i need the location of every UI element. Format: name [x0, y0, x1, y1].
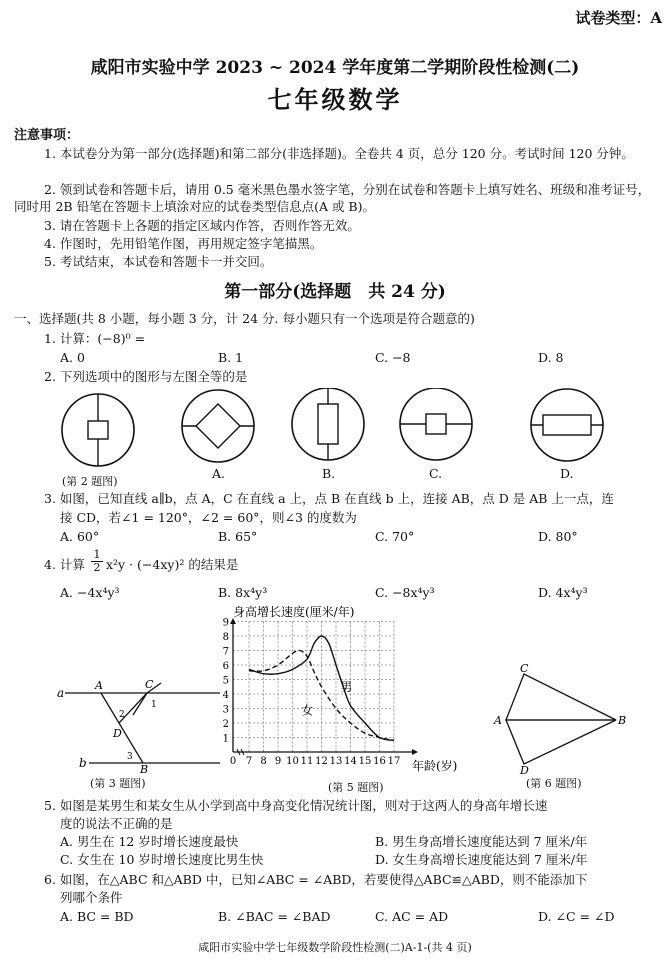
fig3-caption: (第 3 题图) [90, 777, 146, 790]
fig3-label-D: D [113, 727, 122, 740]
q2-label-c: C. [429, 466, 443, 481]
q4-fraction-numerator: 1 [91, 549, 103, 562]
q4-stem-prefix: 4. 计算 [44, 557, 85, 572]
q4-fraction-denominator: 2 [93, 561, 101, 574]
fig3-angle-3: 3 [127, 752, 133, 762]
chart-series-label-girls: 女 [301, 703, 314, 718]
paper-type-label: 试卷类型：A [575, 9, 662, 27]
q4-option-b: B. 8x⁴y³ [218, 585, 268, 600]
chart-series-boys-line [249, 636, 394, 740]
q3-stem-line2: 接 CD，若∠1 = 120°，∠2 = 60°，则∠3 的度数为 [60, 510, 357, 525]
fig6-label-B: B [618, 714, 627, 727]
chart-x-tick-label: 0 [229, 756, 237, 767]
chart-axes [230, 618, 418, 755]
chart-x-tick-label: 11 [300, 756, 314, 767]
fig3-label-C: C [145, 678, 154, 691]
q6-option-c: C. AC = AD [375, 909, 449, 924]
chart-y-tick-label: 2 [222, 719, 229, 730]
chart-title: 身高增长速度(厘米/年) [233, 605, 355, 619]
q3-option-a: A. 60° [60, 529, 100, 544]
chart-x-tick-label: 8 [260, 756, 267, 767]
q2-figure-d [531, 389, 603, 461]
chart-y-tick-label: 5 [222, 675, 229, 687]
chart-x-tick-label: 10 [286, 756, 299, 767]
chart-x-tick-label: 9 [274, 756, 282, 767]
chart-y-tick-label: 9 [222, 617, 229, 629]
chart-x-axis-label: 年龄(岁) [412, 759, 458, 773]
notes-heading: 注意事项： [14, 128, 80, 143]
q2-stem: 2. 下列选项中的图形与左图全等的是 [44, 369, 248, 384]
q5-option-a: A. 男生在 12 岁时增长速度最快 [60, 834, 239, 849]
fig6-label-D: D [520, 764, 529, 776]
fig3-label-B: B [140, 763, 149, 773]
q4-fraction [91, 549, 103, 574]
figure-3 [55, 675, 225, 773]
fig3-angle-2: 2 [119, 710, 125, 720]
chart-x-arrow [412, 749, 418, 755]
chart-y-tick-label: 8 [222, 632, 229, 643]
chart-tick-labels [223, 618, 401, 768]
exam-title: 咸阳市实验中学 2023 ~ 2024 学年度第二学期阶段性检测(二) [90, 58, 580, 78]
q2-figure-caption: (第 2 题图) [62, 475, 118, 488]
figure-6 [490, 664, 640, 776]
fig3-label-A: A [95, 679, 103, 692]
q2-figure-b [292, 388, 364, 460]
q2-original-figure [62, 394, 134, 466]
chart-series-label-boys: 男 [340, 680, 353, 695]
fig5-caption: (第 5 题图) [328, 781, 384, 794]
q3-option-b: B. 65° [218, 529, 258, 544]
chart-grid [233, 622, 394, 753]
note-item: 1. 本试卷分为第一部分(选择题)和第二部分(非选择题)。全卷共 4 页，总分 120 分。考试时间 120 分钟。 [44, 146, 634, 161]
chart-y-tick-label: 4 [222, 690, 229, 701]
q1-option-b: B. 1 [218, 350, 244, 365]
fig6-caption: (第 6 题图) [526, 777, 582, 790]
q5-stem-line2: 度的说法不正确的是 [60, 816, 173, 831]
chart-x-tick-label: 16 [373, 756, 386, 767]
q2-label-d: D. [560, 466, 574, 481]
q4-option-d: D. 4x⁴y³ [538, 585, 588, 600]
q2-label-a: A. [212, 466, 226, 481]
q2-figure-a [182, 390, 254, 462]
q1-option-c: C. −8 [375, 350, 411, 365]
q6-stem-line1: 6. 如图，在△ABC 和△ABD 中，已知∠ABC = ∠ABD，若要使得△ABC≌△ABD，则不能添加下 [44, 872, 588, 887]
part-intro: 一、选择题(共 8 小题，每小题 3 分，计 24 分. 每小题只有一个选项是符合题意的) [14, 311, 475, 326]
chart-x-tick-label: 15 [358, 756, 372, 767]
note-item: 2. 领到试卷和答题卡后，请用 0.5 毫米黑色墨水签字笔，分别在试卷和答题卡上填写姓名、班级和准考证号，同时用 2B 铅笔在答题卡上填涂对应的试卷类型信息点(A 或 B)。 [14, 182, 651, 214]
figure-5-chart [215, 602, 475, 780]
chart-x-tick-label: 14 [344, 756, 357, 767]
q3-option-d: D. 80° [538, 529, 578, 544]
subject-title: 七年级数学 [267, 85, 403, 114]
q5-stem-line1: 5. 如图是某男生和某女生从小学到高中身高变化情况统计图，则对于这两人的身高年增长速 [44, 798, 548, 813]
note-item: 5. 考试结束，本试卷和答题卡一并交回。 [44, 254, 273, 269]
note-item: 4. 作图时，先用铅笔作图，再用规定签字笔描黑。 [44, 236, 323, 251]
chart-x-tick-label: 7 [245, 756, 253, 767]
q5-option-d: D. 女生身高增长速度能达到 7 厘米/年 [375, 852, 588, 867]
q6-option-a: A. BC = BD [60, 909, 134, 924]
chart-y-tick-label: 6 [222, 661, 229, 672]
q5-option-c: C. 女生在 10 岁时增长速度比男生快 [60, 852, 264, 867]
fig3-label-a: a [57, 686, 65, 700]
chart-x-tick-label: 12 [315, 756, 328, 767]
q4-option-c: C. −8x⁴y³ [375, 585, 435, 600]
chart-y-tick-label: 1 [222, 733, 229, 745]
q1-option-d: D. 8 [538, 350, 564, 365]
q3-stem-line1: 3. 如图，已知直线 a∥b，点 A，C 在直线 a 上，点 B 在直线 b 上，连接 AB，点 D 是 AB 上一点，连 [44, 491, 614, 506]
chart-x-tick-label: 13 [329, 756, 343, 767]
q3-option-c: C. 70° [375, 529, 415, 544]
fig3-angle-1: 1 [151, 700, 157, 710]
chart-y-tick-label: 3 [222, 704, 229, 716]
section-title: 第一部分(选择题 共 24 分) [224, 282, 446, 302]
q6-option-d: D. ∠C = ∠D [538, 909, 615, 924]
chart-x-tick-label: 17 [387, 756, 401, 767]
q6-stem-line2: 列哪个条件 [60, 890, 123, 905]
fig6-label-C: C [520, 664, 529, 675]
chart-series [249, 636, 394, 740]
fig6-label-A: A [494, 714, 502, 727]
q2-figure-c [400, 388, 472, 460]
q4-stem-rest: x²y · (−4xy)² 的结果是 [106, 557, 239, 572]
q2-label-b: B. [322, 466, 336, 481]
chart-y-tick-label: 7 [222, 646, 229, 658]
chart-series-labels [301, 680, 352, 717]
q1-option-a: A. 0 [60, 350, 85, 365]
q5-option-b: B. 男生身高增长速度能达到 7 厘米/年 [375, 834, 588, 849]
fig3-label-b: b [79, 756, 87, 770]
q6-option-b: B. ∠BAC = ∠BAD [218, 909, 331, 924]
page-footer: 咸阳市实验中学七年级数学阶段性检测(二)A-1-(共 4 页) [198, 941, 472, 954]
note-item: 3. 请在答题卡上各题的指定区域内作答，否则作答无效。 [44, 218, 360, 233]
q1-stem: 1. 计算：(−8)⁰ = [44, 331, 146, 346]
q4-option-a: A. −4x⁴y³ [60, 585, 120, 600]
